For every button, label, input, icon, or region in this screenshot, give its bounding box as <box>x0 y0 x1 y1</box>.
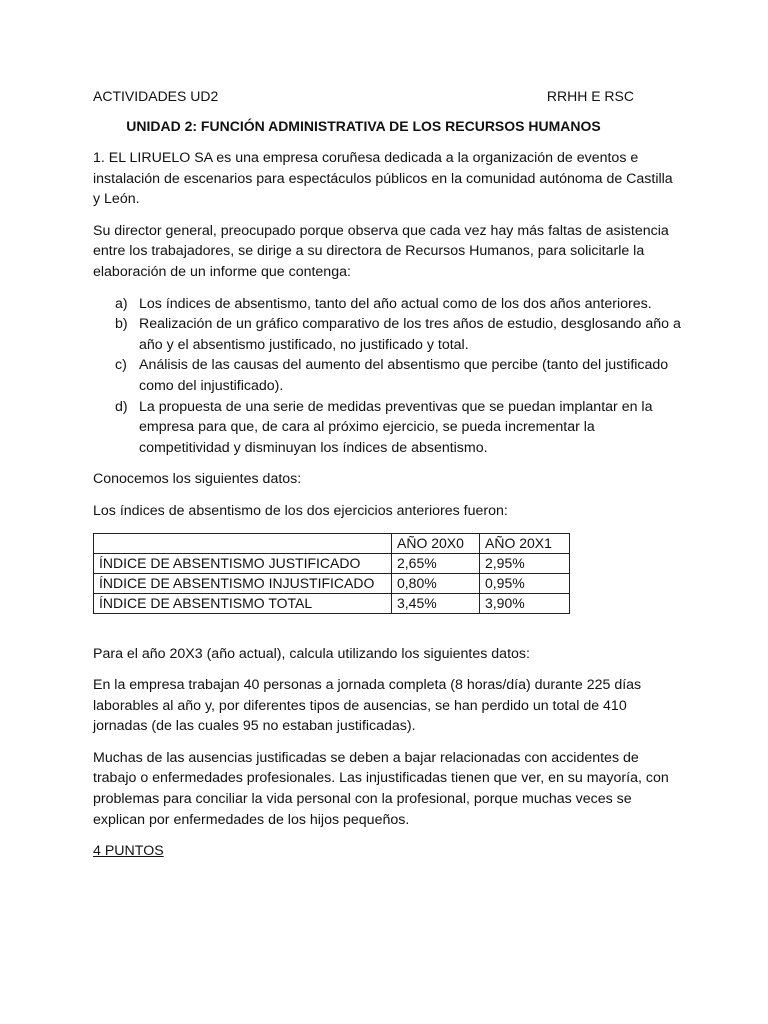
document-title: UNIDAD 2: FUNCIÓN ADMINISTRATIVA DE LOS RECURSOS HUMANOS <box>126 118 601 134</box>
table-row <box>94 573 570 593</box>
document-body <box>93 148 683 873</box>
table-cell: 0,80% <box>392 573 480 593</box>
table-cell: 2,65% <box>392 553 480 573</box>
task-item <box>93 314 683 355</box>
table-header-cell: AÑO 20X0 <box>392 533 480 553</box>
task-text: Análisis de las causas del aumento del absentismo que percibe (tanto del justificado como del injustificado). <box>139 357 669 394</box>
table-cell: ÍNDICE DE ABSENTISMO INJUSTIFICADO <box>94 573 392 593</box>
table-cell: ÍNDICE DE ABSENTISMO TOTAL <box>94 593 392 613</box>
table-header-row <box>94 533 570 553</box>
table-cell: 0,95% <box>480 573 570 593</box>
task-marker: b) <box>115 316 128 333</box>
absenteeism-table <box>93 533 570 614</box>
paragraph-known-data: Conocemos los siguientes datos: <box>93 471 302 488</box>
paragraph-causes: Muchas de las ausencias justificadas se deben a bajar relacionadas con accidentes de trabajo o enfermedades profesionales. Las injustificadas tienen que ver, en su mayoría, con problemas para conciliar la vida personal con la profesional, porque muchas veces se explican por enfermedades de los hijos pequeños. <box>93 749 669 828</box>
task-item <box>93 355 683 396</box>
task-text: La propuesta de una serie de medidas preventivas que se puedan implantar en la empresa para que, de cara al próximo ejercicio, se pueda incrementar la competitividad y disminuyan los índices de absentismo. <box>139 398 653 456</box>
task-item <box>93 294 683 315</box>
header-right: RRHH E RSC <box>546 88 634 104</box>
page-header <box>93 87 634 105</box>
table-cell: 2,95% <box>480 553 570 573</box>
table-header-cell <box>94 533 392 553</box>
table-cell: 3,90% <box>480 593 570 613</box>
task-marker: d) <box>115 398 128 415</box>
paragraph-intro: 1. EL LIRUELO SA es una empresa coruñesa dedicada a la organización de eventos e instalación de escenarios para espectáculos públicos en la comunidad autónoma de Castilla y León. <box>93 150 673 208</box>
header-left: ACTIVIDADES UD2 <box>93 88 219 104</box>
task-text: Realización de un gráfico comparativo de los tres años de estudio, desglosando año a año y el absentismo justificado, no justificado y total. <box>139 316 681 353</box>
task-item <box>93 397 683 459</box>
paragraph-request: Su director general, preocupado porque observa que cada vez hay más faltas de asistencia entre los trabajadores, se dirige a su directora de Recursos Humanos, para solicitarle la elaboración de un informe que contenga: <box>93 222 669 280</box>
paragraph-workforce: En la empresa trabajan 40 personas a jornada completa (8 horas/día) durante 225 días laborables al año y, por diferentes tipos de ausencias, se han perdido un total de 410 jornadas (de las cuales 95 no estaban justificadas). <box>93 677 642 735</box>
task-marker: a) <box>115 295 128 312</box>
task-text: Los índices de absentismo, tanto del año actual como de los dos años anteriores. <box>139 295 652 312</box>
table-row <box>94 553 570 573</box>
table-header-cell: AÑO 20X1 <box>480 533 570 553</box>
paragraph-previous-indices: Los índices de absentismo de los dos ejercicios anteriores fueron: <box>93 502 508 519</box>
table-row <box>94 593 570 613</box>
points-label: 4 PUNTOS <box>93 843 164 860</box>
table-cell: ÍNDICE DE ABSENTISMO JUSTIFICADO <box>94 553 392 573</box>
task-list <box>93 294 683 459</box>
table-cell: 3,45% <box>392 593 480 613</box>
paragraph-current-year: Para el año 20X3 (año actual), calcula utilizando los siguientes datos: <box>93 645 530 662</box>
task-marker: c) <box>115 357 127 374</box>
